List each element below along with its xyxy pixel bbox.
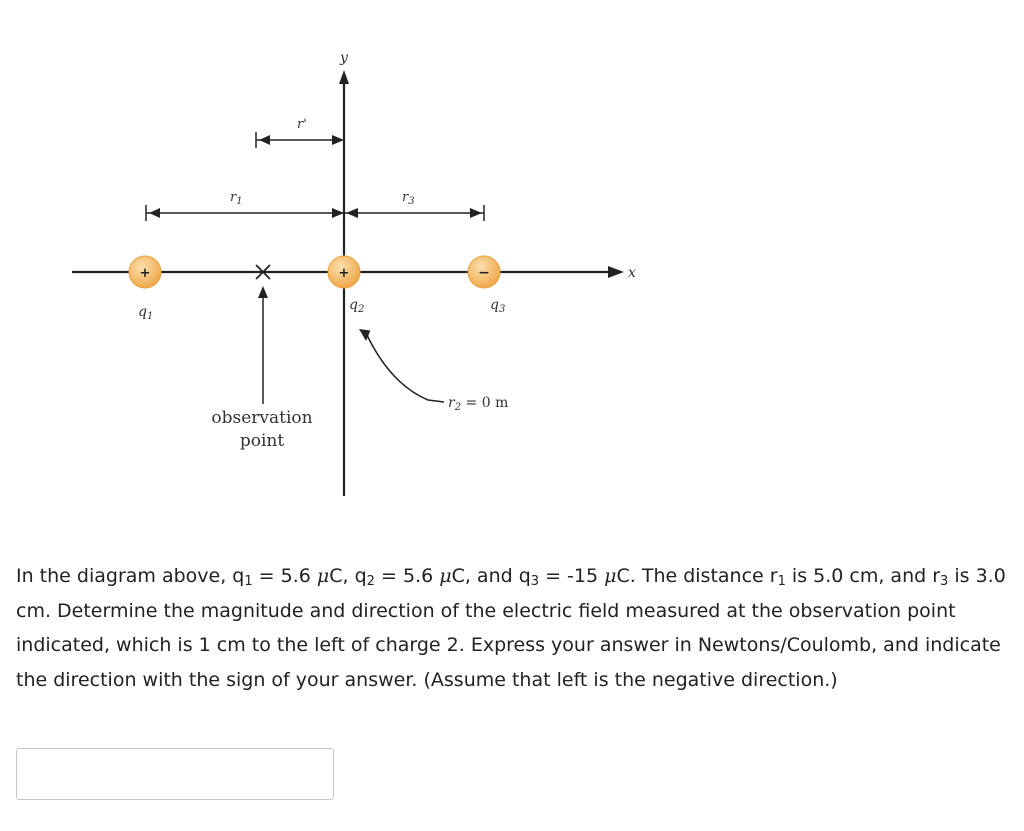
observation-label-line2: point (239, 431, 285, 451)
q3-label: $q_3$ (490, 297, 506, 315)
r1-r3-dimension (146, 190, 484, 221)
x-axis-label: x (628, 265, 636, 281)
r-prime-dimension (256, 117, 344, 148)
charge-q3 (468, 256, 505, 315)
q1-sign: + (139, 266, 151, 281)
q2-label: $q_2$ (349, 297, 365, 315)
r3-label: $r_3$ (402, 190, 415, 207)
answer-input[interactable] (16, 748, 334, 800)
observation-label-line1: observation (211, 408, 313, 428)
q2-sign: + (338, 266, 350, 281)
charge-q1 (129, 256, 161, 322)
question-text: In the diagram above, $q_1 = 5.6$ μC, $q_2 = 5.6$ μC, and $q_3 = -15$ μC. The distance $r_1$ is 5.0 cm, and $r_3$ is 3.0 cm. Determine the magnitude and direction of the electric field measured at the observation point indicated, which is 1 cm to the left of charge 2. Express your answer in Newtons/Coulomb, and indicate the direction with the sign of your answer. (Assume that left is the negative direction.) (16, 565, 1006, 691)
y-axis-label: y (340, 50, 348, 66)
observation-pointer (211, 286, 312, 451)
r1-label: $r_1$ (230, 190, 243, 207)
q1-label: $q_1$ (138, 304, 154, 322)
q3-sign: − (478, 265, 490, 281)
r-prime-label: r' (297, 117, 307, 132)
r2-callout (359, 324, 508, 413)
r2-label: $r_2 = 0$ m (448, 395, 509, 413)
charge-q2 (328, 256, 364, 315)
